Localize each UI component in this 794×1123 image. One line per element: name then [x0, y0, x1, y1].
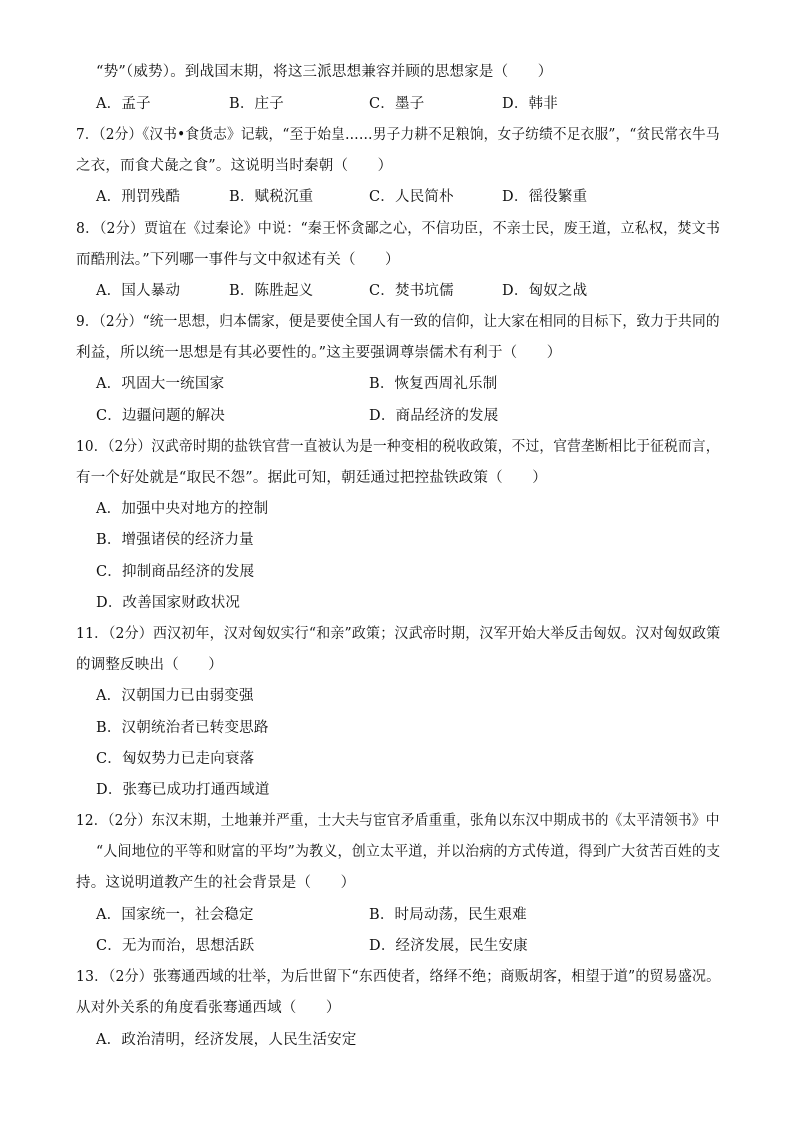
- q9-option-b: B．恢复西周礼乐制: [369, 376, 498, 392]
- q6-stem-tail: “势”（威势）。到战国末期，将这三派思想兼容并顾的思想家是（ ）: [96, 64, 553, 80]
- q13-stem-line1: 13．（2分）张骞通西域的壮举，为后世留下“东西使者，络绎不绝；商贩胡客，相望于道”的贸易盛况。: [76, 969, 721, 985]
- q8-option-c: C．焚书坑儒: [369, 283, 454, 299]
- q13-stem-line2: 从对外关系的角度看张骞通西域（ ）: [76, 1000, 341, 1016]
- q6-option-b: B．庄子: [229, 96, 284, 112]
- q7-option-a: A．刑罚残酷: [96, 189, 181, 205]
- q7-option-d: D．徭役繁重: [502, 189, 588, 205]
- q12-stem-line2: “人间地位的平等和财富的平均”为教义，创立太平道，并以治病的方式传道，得到广大贫苦百姓的支: [96, 844, 721, 860]
- q6-option-d: D．韩非: [502, 96, 558, 112]
- q11-stem-line1: 11．（2分）西汉初年，汉对匈奴实行“和亲”政策；汉武帝时期，汉军开始大举反击匈奴。汉对匈奴政策: [76, 626, 721, 642]
- q11-option-c: C．匈奴势力已走向衰落: [96, 751, 255, 767]
- q11-stem-line2: 的调整反映出（ ）: [76, 657, 223, 673]
- q8-stem-line2: 而酷刑法。”下列哪一事件与文中叙述有关（ ）: [76, 252, 400, 268]
- q6-option-c: C．墨子: [369, 96, 425, 112]
- q6-option-a: A．孟子: [96, 96, 151, 112]
- q12-stem-line1: 12．（2分）东汉末期，土地兼并严重，士大夫与宦官矛盾重重，张角以东汉中期成书的《太平清领书》中: [76, 813, 720, 829]
- q11-option-b: B．汉朝统治者已转变思路: [96, 720, 269, 736]
- q10-option-c: C．抑制商品经济的发展: [96, 564, 255, 580]
- q9-option-c: C．边疆问题的解决: [96, 408, 225, 424]
- q10-option-a: A．加强中央对地方的控制: [96, 501, 269, 517]
- q9-stem-line2: 利益，所以统一思想是有其必要性的。”这主要强调尊崇儒术有利于（ ）: [76, 345, 562, 361]
- q9-option-a: A．巩固大一统国家: [96, 376, 225, 392]
- q7-option-b: B．赋税沉重: [229, 189, 314, 205]
- q10-stem-line2: 有一个好处就是“取民不怨”。据此可知，朝廷通过把控盐铁政策（ ）: [76, 470, 547, 486]
- q7-stem-line1: 7．（2分）《汉书•食货志》记载，“至于始皇……男子力耕不足粮饷，女子纺绩不足衣服”，“贫民常衣牛马: [76, 127, 720, 143]
- q8-option-b: B．陈胜起义: [229, 283, 314, 299]
- q12-stem-line3: 持。这说明道教产生的社会背景是（ ）: [76, 875, 356, 891]
- q8-option-d: D．匈奴之战: [502, 283, 588, 299]
- q11-option-d: D．张骞已成功打通西域道: [96, 782, 270, 798]
- q12-option-a: A．国家统一，社会稳定: [96, 907, 254, 923]
- q10-option-d: D．改善国家财政状况: [96, 595, 241, 611]
- q12-option-d: D．经济发展，民生安康: [369, 938, 528, 954]
- q7-stem-line2: 之衣，而食犬彘之食”。这说明当时秦朝（ ）: [76, 158, 393, 174]
- q13-option-a: A．政治清明，经济发展，人民生活安定: [96, 1032, 357, 1048]
- q8-option-a: A．国人暴动: [96, 283, 181, 299]
- q12-option-c: C．无为而治，思想活跃: [96, 938, 255, 954]
- q11-option-a: A．汉朝国力已由弱变强: [96, 688, 254, 704]
- q8-stem-line1: 8．（2分）贾谊在《过秦论》中说：“秦王怀贪鄙之心，不信功臣，不亲士民，废王道，立私权，焚文书: [76, 221, 721, 237]
- q10-stem-line1: 10．（2分）汉武帝时期的盐铁官营一直被认为是一种变相的税收政策，不过，官营垄断相比于征税而言，: [76, 439, 720, 455]
- q9-stem-line1: 9．（2分）“统一思想，归本儒家，便是要使全国人有一致的信仰，让大家在相同的目标下，致力于共同的: [76, 314, 720, 330]
- q12-option-b: B．时局动荡，民生艰难: [369, 907, 527, 923]
- q9-option-d: D．商品经济的发展: [369, 408, 499, 424]
- q7-option-c: C．人民简朴: [369, 189, 454, 205]
- q10-option-b: B．增强诸侯的经济力量: [96, 532, 254, 548]
